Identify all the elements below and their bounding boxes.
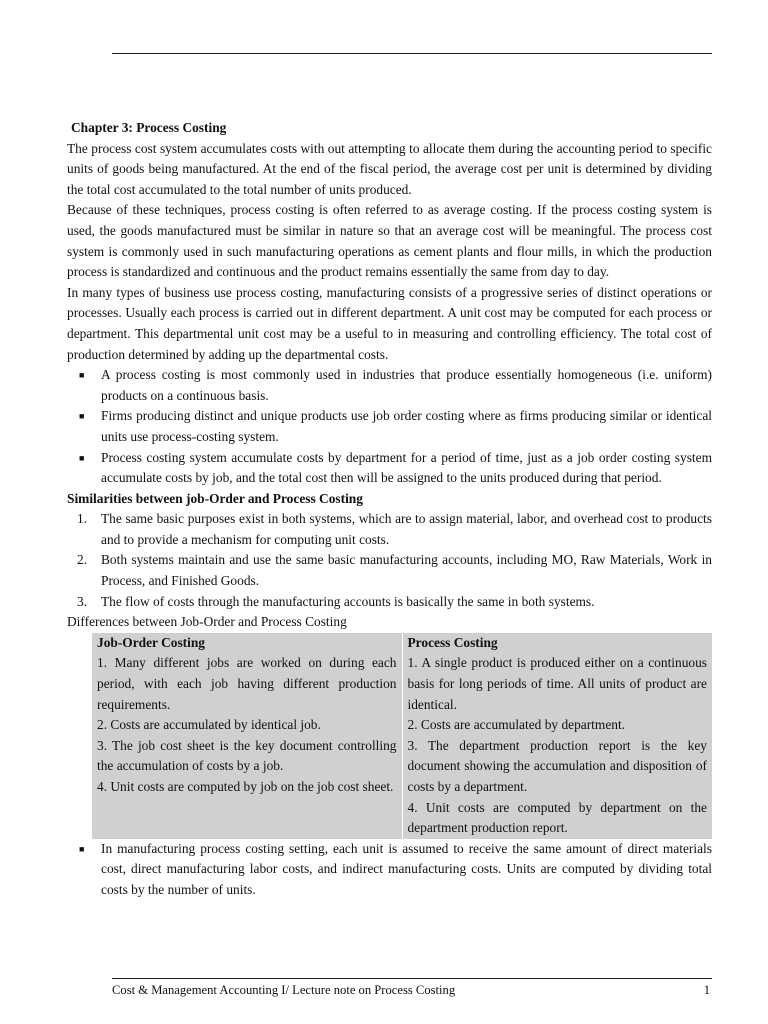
item-number: 2. bbox=[77, 552, 88, 568]
closing-bullets bbox=[67, 839, 712, 901]
bullet-text: In manufacturing process costing setting, each unit is assumed to receive the same amount of direct materials cost, direct manufacturing labor costs, and indirect manufacturing costs. Units are computed by dividing total costs by the number of units. bbox=[101, 840, 712, 897]
bullet-item bbox=[67, 406, 712, 447]
process-costing-bullets bbox=[67, 365, 712, 489]
job-order-point: 2. Costs are accumulated by identical job. bbox=[97, 717, 321, 733]
page-number: 1 bbox=[703, 983, 710, 997]
header-rule bbox=[112, 53, 712, 54]
item-number: 1. bbox=[77, 511, 88, 527]
column-header-process: Process Costing bbox=[407, 634, 498, 650]
bullet-item bbox=[67, 839, 712, 901]
footer-text: Cost & Management Accounting I/ Lecture note on Process Costing bbox=[112, 983, 456, 997]
paragraph-3: In many types of business use process costing, manufacturing consists of a progressive series of distinct operations or processes. Usually each process is carried out in different department. A unit cost may be computed for each process or department. This departmental unit cost may be a useful to in measuring and controlling efficiency. The total cost of production determined by adding up the departmental costs. bbox=[67, 284, 712, 362]
bullet-text: Process costing system accumulate costs by department for a period of time, just as a job order costing system accumulate costs by job, and the total cost then will be assigned to the units produced during that period. bbox=[101, 449, 712, 486]
item-text: The flow of costs through the manufacturing accounts is basically the same in both systems. bbox=[101, 593, 595, 609]
paragraph-1: The process cost system accumulates costs with out attempting to allocate them during the accounting period to specific units of goods being manufactured. At the end of the fiscal period, the average cost per unit is determined by dividing the total cost accumulated to the total number of units produced. bbox=[67, 140, 712, 197]
item-number: 3. bbox=[77, 593, 88, 609]
square-bullet-icon: ■ bbox=[79, 452, 85, 463]
paragraph-2: Because of these techniques, process costing is often referred to as average costing. If the process costing system is used, the goods manufactured must be similar in nature so that an average cost will be meaningful. The process cost system is commonly used in such manufacturing operations as cement plants and flour mills, in which the production process is standardized and continuous and the product remains essentially the same from day to day. bbox=[67, 202, 712, 280]
numbered-item bbox=[67, 592, 712, 613]
table-row bbox=[92, 653, 712, 838]
square-bullet-icon: ■ bbox=[79, 843, 85, 854]
bullet-item bbox=[67, 365, 712, 406]
bullet-text: A process costing is most commonly used in industries that produce essentially homogeneous (i.e. uniform) products on a continuous basis. bbox=[101, 367, 712, 403]
bullet-item bbox=[67, 448, 712, 489]
process-point: 2. Costs are accumulated by department. bbox=[407, 717, 626, 733]
comparison-table bbox=[92, 633, 712, 839]
job-order-cell bbox=[92, 653, 402, 838]
process-cell bbox=[402, 653, 712, 838]
numbered-item bbox=[67, 550, 712, 591]
column-header-job-order: Job-Order Costing bbox=[92, 633, 402, 654]
square-bullet-icon: ■ bbox=[79, 370, 85, 381]
page-footer bbox=[112, 980, 712, 1001]
square-bullet-icon: ■ bbox=[79, 411, 85, 422]
bullet-text: Firms producing distinct and unique products use job order costing where as firms producing similar or identical units use process-costing system. bbox=[101, 408, 712, 444]
chapter-title: Chapter 3: Process Costing bbox=[71, 120, 227, 135]
similarities-heading: Similarities between job-Order and Process Costing bbox=[67, 490, 363, 506]
job-order-point: 1. Many different jobs are worked on during each period, with each job having different production requirements. bbox=[97, 655, 397, 712]
process-point: 4. Unit costs are computed by department on the department production report. bbox=[407, 799, 707, 836]
numbered-item bbox=[67, 509, 712, 550]
item-text: The same basic purposes exist in both systems, which are to assign material, labor, and overhead cost to products and to provide a mechanism for computing unit costs. bbox=[101, 511, 712, 547]
process-point: 1. A single product is produced either on a continuous basis for long periods of time. All units of product are identical. bbox=[407, 655, 707, 712]
similarities-list bbox=[67, 509, 712, 612]
document-page bbox=[67, 118, 712, 901]
item-text: Both systems maintain and use the same basic manufacturing accounts, including MO, Raw Materials, Work in Process, and Finished Goods. bbox=[101, 552, 712, 589]
table-header-row bbox=[92, 633, 712, 654]
job-order-point: 3. The job cost sheet is the key document controlling the accumulation of costs by a job. bbox=[97, 737, 397, 774]
process-point: 3. The department production report is the key document showing the accumulation and disposition of costs by a department. bbox=[407, 737, 707, 794]
job-order-point: 4. Unit costs are computed by job on the job cost sheet. bbox=[97, 779, 394, 794]
footer-rule bbox=[112, 978, 712, 979]
differences-heading: Differences between Job-Order and Process Costing bbox=[67, 614, 347, 630]
